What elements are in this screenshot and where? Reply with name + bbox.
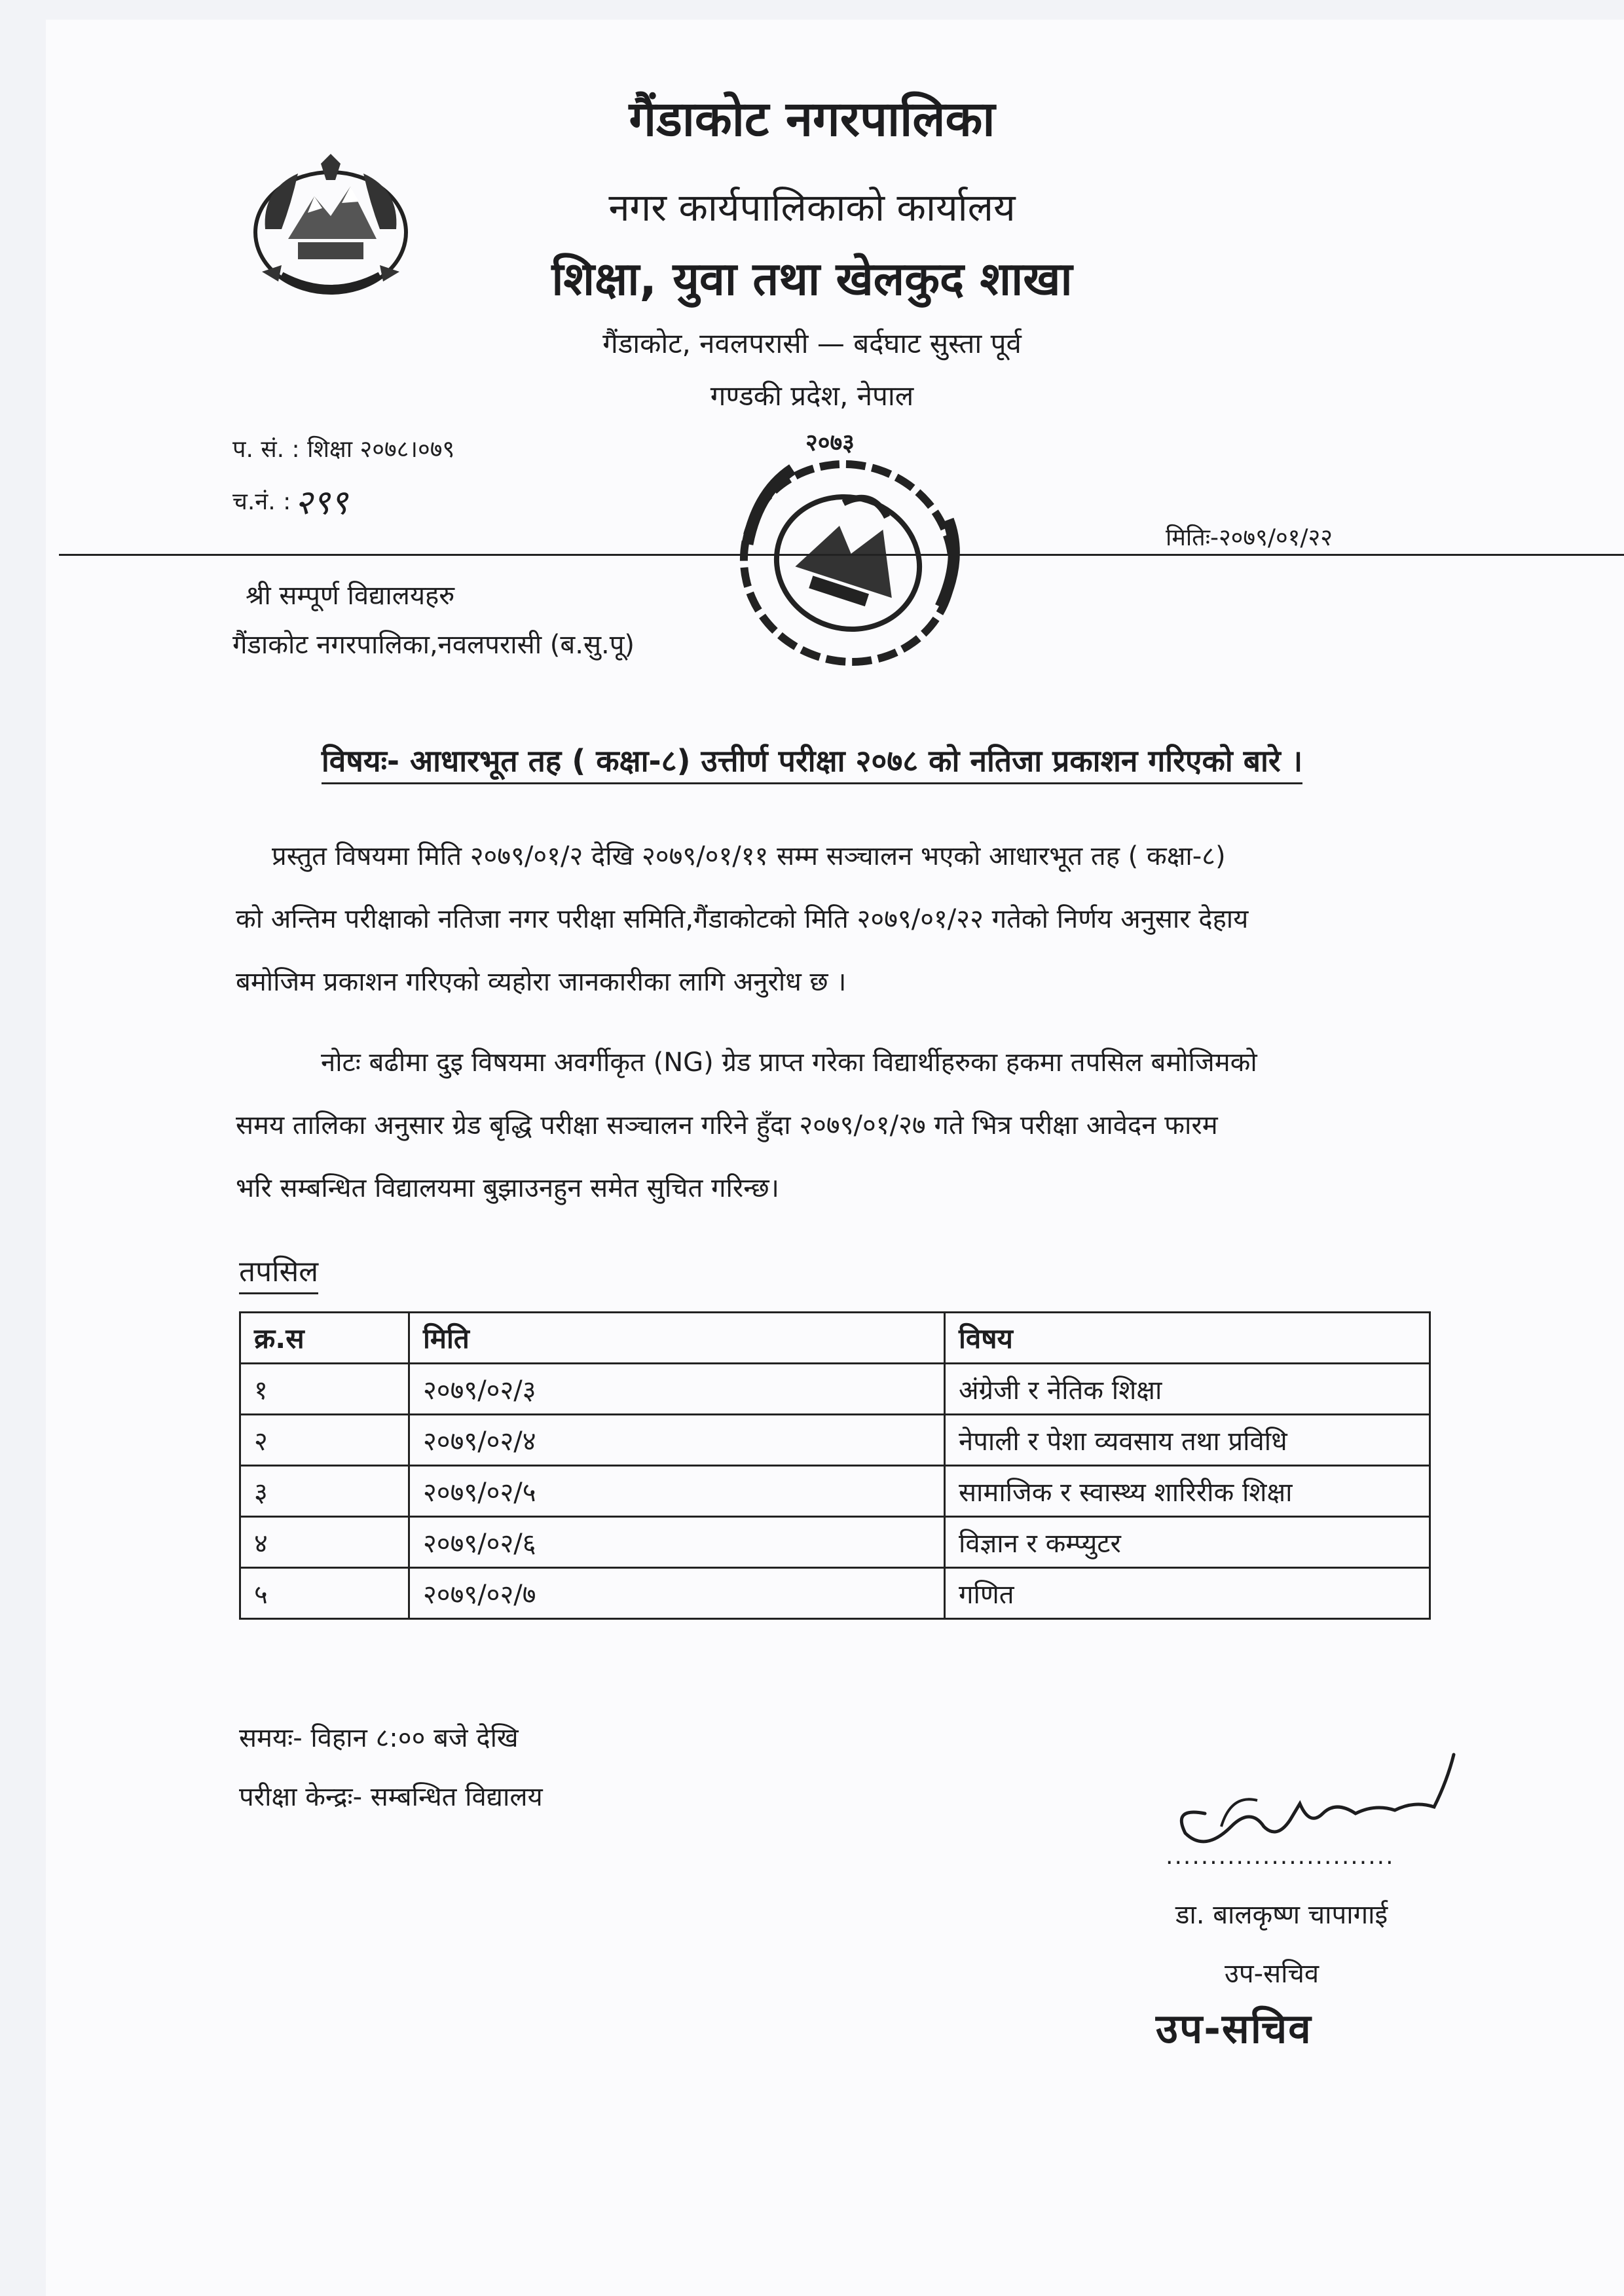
exam-time: समयः- विहान ८:०० बजे देखि bbox=[239, 1723, 519, 1753]
schedule-table bbox=[239, 1311, 1431, 1620]
header-divider bbox=[59, 554, 1624, 556]
cell-date: २०७९/०२/४ bbox=[409, 1415, 945, 1466]
cell-subject: नेपाली र पेशा व्यवसाय तथा प्रविधि bbox=[945, 1415, 1430, 1466]
dispatch-number: २९९ bbox=[295, 483, 348, 522]
table-row bbox=[240, 1415, 1430, 1466]
table-row bbox=[240, 1568, 1430, 1619]
cell-date: २०७९/०२/६ bbox=[409, 1517, 945, 1568]
recipient-line-1: श्री सम्पूर्ण विद्यालयहरु bbox=[246, 581, 455, 611]
cell-serial: २ bbox=[240, 1415, 409, 1466]
branch-name: शिक्षा, युवा तथा खेलकुद शाखा bbox=[551, 252, 1073, 306]
column-header-date: मिति bbox=[409, 1313, 945, 1364]
cell-date: २०७९/०२/५ bbox=[409, 1466, 945, 1517]
office-name: नगर कार्यपालिकाको कार्यालय bbox=[608, 185, 1016, 230]
cell-date: २०७९/०२/३ bbox=[409, 1364, 945, 1415]
cell-serial: ५ bbox=[240, 1568, 409, 1619]
dispatch-label: च.नं. : bbox=[232, 488, 291, 515]
table-row bbox=[240, 1517, 1430, 1568]
para1-line2: को अन्तिम परीक्षाको नतिजा नगर परीक्षा समिति,गैंडाकोटको मिति २०७९/०१/२२ गतेको निर्णय अनुसार देहाय bbox=[236, 904, 1249, 934]
cell-serial: ४ bbox=[240, 1517, 409, 1568]
subject-line bbox=[0, 740, 1624, 780]
office-stamp-icon bbox=[727, 445, 969, 681]
para1-line3: बमोजिम प्रकाशन गरिएको व्यहोरा जानकारीका लागि अनुरोध छ । bbox=[236, 967, 847, 997]
table-header-row bbox=[240, 1313, 1430, 1364]
reference-number: प. सं. : शिक्षा २०७८।०७९ bbox=[232, 436, 455, 463]
column-header-serial: क्र.स bbox=[240, 1313, 409, 1364]
cell-subject: गणित bbox=[945, 1568, 1430, 1619]
cell-serial: १ bbox=[240, 1364, 409, 1415]
designation-stamp: उप-सचिव bbox=[1156, 2005, 1312, 2052]
address: गैंडाकोट, नवलपरासी — बर्दघाट सुस्ता पूर्व bbox=[602, 327, 1022, 359]
para2-line3: भरि सम्बन्धित विद्यालयमा बुझाउनहुन समेत सुचित गरिन्छ। bbox=[236, 1173, 779, 1203]
letter-date: मितिः-२०७९/०१/२२ bbox=[1166, 524, 1333, 551]
signature-dots: .......................... bbox=[1166, 1843, 1395, 1870]
table-row bbox=[240, 1364, 1430, 1415]
cell-subject: सामाजिक र स्वास्थ्य शारिरीक शिक्षा bbox=[945, 1466, 1430, 1517]
cell-subject: अंग्रेजी र नेतिक शिक्षा bbox=[945, 1364, 1430, 1415]
municipality-title: गैंडाकोट नगरपालिका bbox=[629, 91, 995, 147]
para2-line1: नोटः बढीमा दुइ विषयमा अवर्गीकृत (NG) ग्रेड प्राप्त गरेका विद्यार्थीहरुका हकमा तपसिल बमोजिमको bbox=[321, 1048, 1257, 1078]
stamp-year: २०७३ bbox=[805, 429, 855, 456]
signature-scribble-icon bbox=[1159, 1741, 1473, 1859]
table-row bbox=[240, 1466, 1430, 1517]
province: गण्डकी प्रदेश, नेपाल bbox=[710, 380, 914, 412]
para2-line2: समय तालिका अनुसार ग्रेड बृद्धि परीक्षा सञ्चालन गरिने हुँदा २०७९/०१/२७ गते भित्र परीक्षा आवेदन फारम bbox=[236, 1110, 1218, 1140]
para1-line1: प्रस्तुत विषयमा मिति २०७९/०१/२ देखि २०७९/०१/११ सम्म सञ्चालन भएको आधारभूत तह ( कक्षा-८) bbox=[272, 841, 1226, 871]
cell-date: २०७९/०२/७ bbox=[409, 1568, 945, 1619]
signatory-designation: उप-सचिव bbox=[1225, 1959, 1320, 1989]
column-header-subject: विषय bbox=[945, 1313, 1430, 1364]
subject-text: विषयः- आधारभूत तह ( कक्षा-८) उत्तीर्ण परीक्षा २०७८ को नतिजा प्रकाशन गरिएको बारे । bbox=[322, 743, 1302, 784]
cell-serial: ३ bbox=[240, 1466, 409, 1517]
cell-subject: विज्ञान र कम्प्युटर bbox=[945, 1517, 1430, 1568]
recipient-line-2: गैंडाकोट नगरपालिका,नवलपरासी (ब.सु.पू) bbox=[232, 630, 635, 660]
signatory-name: डा. बालकृष्ण चापागाई bbox=[1175, 1900, 1388, 1930]
schedule-heading: तपसिल bbox=[239, 1250, 318, 1294]
exam-center: परीक्षा केन्द्रः- सम्बन्धित विद्यालय bbox=[239, 1782, 543, 1812]
